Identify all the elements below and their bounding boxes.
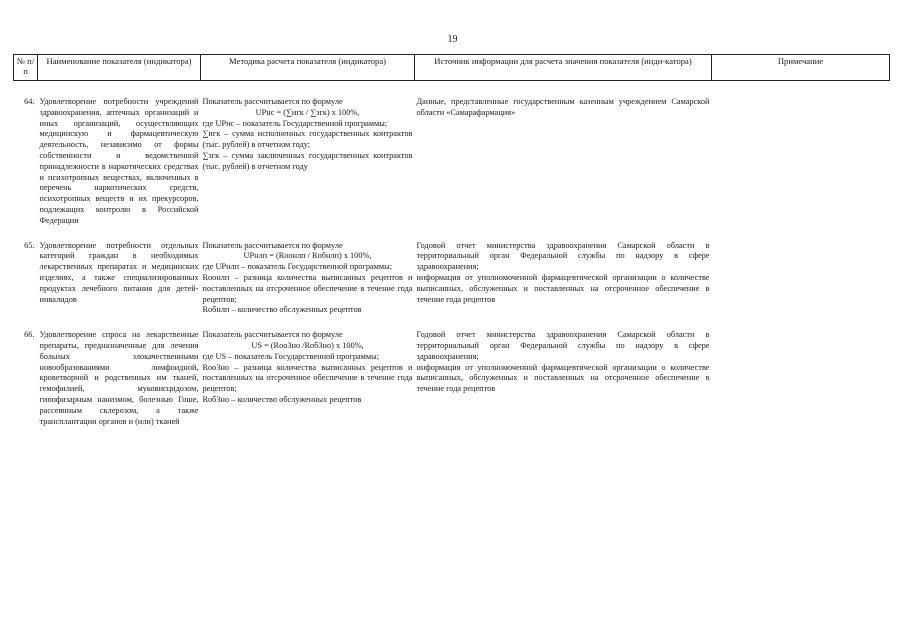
note bbox=[712, 97, 890, 227]
table-row bbox=[14, 241, 890, 317]
row-number: 64. bbox=[24, 97, 35, 106]
information-source: Данные, представленные государственным казенным учреждением Самарской области «Самарафармация» bbox=[416, 97, 710, 117]
table-row bbox=[14, 330, 890, 427]
formula: UPнлп = (Rоонлп / Rобнлп) x 100%, bbox=[243, 251, 372, 261]
formula: US = (Rоо3но /Rоб3но) x 100%, bbox=[251, 340, 364, 350]
information-source bbox=[415, 330, 712, 427]
method-line: Rобнлп – количество обслуженных рецептов bbox=[202, 305, 362, 315]
note bbox=[712, 330, 890, 427]
source-report: Годовой отчет министерства здравоохранения Самарской области в территориальный орган Федеральной службы по надзору в сфере здравоохранения; bbox=[416, 330, 710, 361]
source-pharmacy-info: информация от уполномоченной фармацевтической организации о количестве выписанных, обслуженных и поставленных на отсроченное обеспечение в течение года рецептов bbox=[416, 362, 710, 394]
indicators-table bbox=[13, 54, 890, 427]
method-line: где UPнлп – показатель Государственной программы; bbox=[202, 262, 393, 272]
table-header-row bbox=[14, 55, 890, 81]
column-header-name: Наименование показателя (индикатора) bbox=[38, 55, 201, 81]
method-intro: Показатель рассчитывается по формуле bbox=[202, 240, 343, 250]
source-report: Годовой отчет министерства здравоохранения Самарской области в территориальный орган Федеральной службы по надзору в сфере здравоохранения; bbox=[416, 240, 710, 272]
calculation-method bbox=[201, 241, 415, 317]
method-line: ∑игк – сумма исполненных государственных контрактов (тыс. рублей) в отчетном году; bbox=[202, 129, 413, 150]
source-pharmacy-info: информация от уполномоченной фармацевтической организации о количестве выписанных, обслуженных и поставленных на отсроченное обеспечение в течение года рецептов bbox=[416, 272, 710, 304]
method-intro: Показатель рассчитывается по формуле bbox=[202, 330, 343, 340]
method-line: Rоонлп – разница количества выписанных рецептов и поставленных на отсроченное обеспечение в течение года рецептов; bbox=[202, 272, 413, 304]
method-line: где UPнс – показатель Государственной программы; bbox=[202, 118, 388, 128]
column-header-source: Источник информации для расчета значения показателя (инди-катора) bbox=[415, 55, 712, 81]
indicator-name: Удовлетворение потребности учреждений здравоохранения, аптечных организаций и иных организаций, осуществляющих медицинскую и фармацевтическую деятельность, независимо от формы собственности и ведомственной принадлежности в наркотических средствах и психотропных веществах, включенных в перечень наркотических средств, психотропных веществ и их прекурсоров, подлежащих контролю в Российской Федерации bbox=[39, 97, 199, 225]
column-header-note: Примечание bbox=[712, 55, 890, 81]
indicator-name: Удовлетворение потребности отдельных категорий граждан в необходимых лекарственных препаратах и медицинских изделиях, а также специализированных продуктах лечебного питания для детей-инвалидов bbox=[39, 240, 199, 304]
column-header-number: № п/п bbox=[14, 55, 38, 81]
page-number: 19 bbox=[447, 34, 458, 45]
row-number: 65. bbox=[24, 240, 35, 250]
method-line: ∑згк – сумма заключенных государственных контрактов (тыс. рублей) в отчетном году bbox=[202, 150, 413, 171]
table-row bbox=[14, 97, 890, 227]
method-line: Rоо3но – разница количества выписанных рецептов и поставленных на отсроченное обеспечение в течение года рецептов; bbox=[202, 362, 413, 394]
formula: UPнс = (∑игк / ∑згк) x 100%, bbox=[255, 107, 360, 117]
method-intro: Показатель рассчитывается по формуле bbox=[202, 97, 343, 106]
information-source bbox=[415, 241, 712, 317]
note bbox=[712, 241, 890, 317]
method-line: где US – показатель Государственной программы; bbox=[202, 351, 380, 361]
row-number: 66. bbox=[24, 330, 35, 340]
calculation-method bbox=[201, 97, 415, 227]
indicator-name: Удовлетворение спроса на лекарственные препараты, предназначенные для лечения больных злокачественными новообразованиями лимфоидной, кроветворной и родственных им тканей, гемофилией, муковисцидозом, гипофизарным нанизмом, болезнью Гоше, рассеянным склерозом, а также трансплантации органов и (или) тканей bbox=[39, 330, 199, 426]
calculation-method bbox=[201, 330, 415, 427]
method-line: Rоб3но – количество обслуженных рецептов bbox=[202, 394, 362, 404]
column-header-method: Методика расчета показателя (индикатора) bbox=[201, 55, 415, 81]
